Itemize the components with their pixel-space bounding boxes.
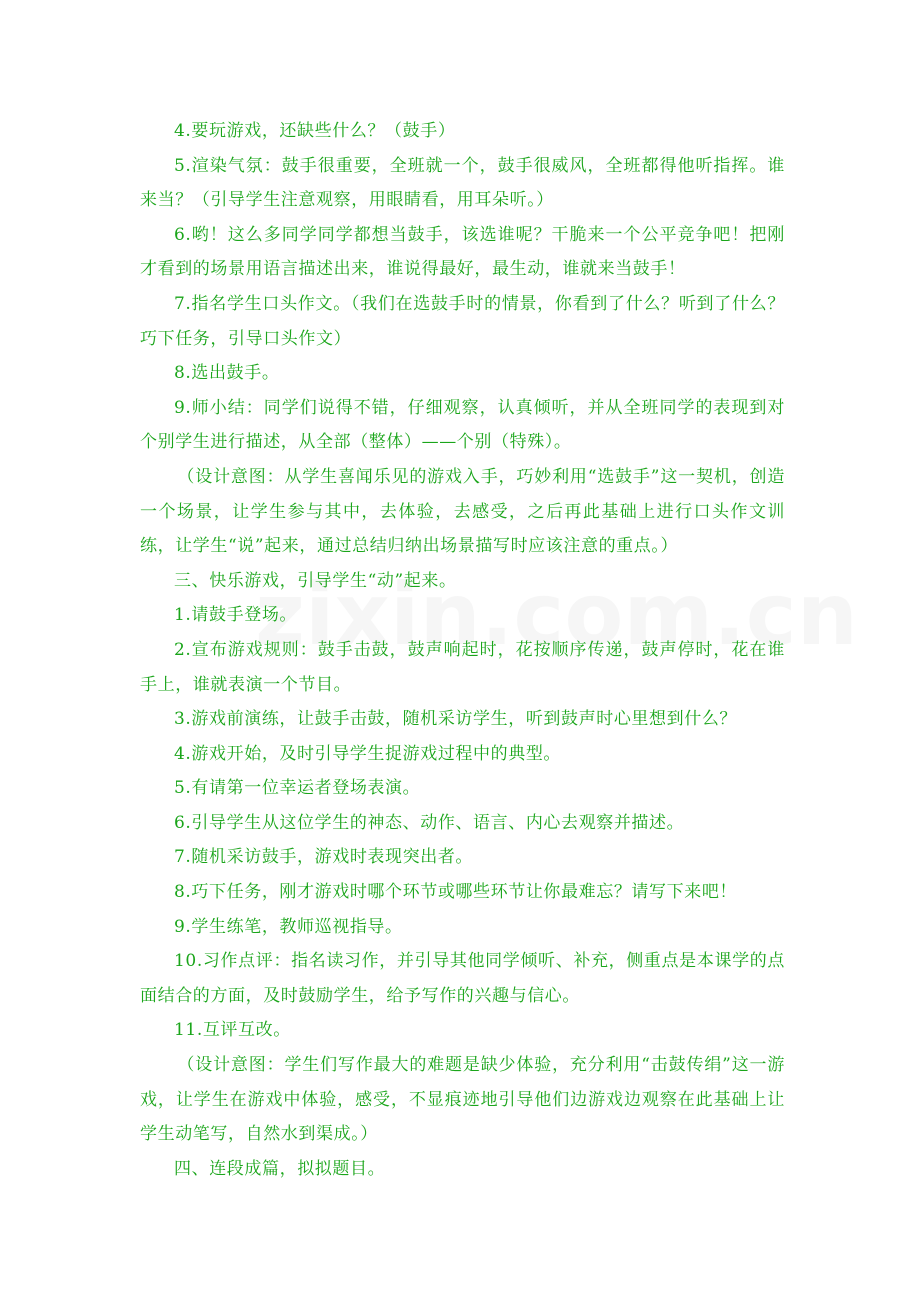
paragraph-step-4-drummer: 4.要玩游戏，还缺些什么？（鼓手） xyxy=(174,121,456,141)
paragraph-step-7-oral-composition: 7.指名学生口头作文。（我们在选鼓手时的情景，你看到了什么？听到了什么？巧下任务，引导口头作文） xyxy=(140,293,785,349)
paragraph-game-step-6: 6.引导学生从这位学生的神态、动作、语言、内心去观察并描述。 xyxy=(174,812,685,833)
paragraph-game-step-8: 8.巧下任务，刚才游戏时哪个环节或哪些环节让你最难忘？请写下来吧！ xyxy=(174,882,738,903)
paragraph-game-step-10: 10.习作点评：指名读习作，并引导其他同学倾听、补充，侧重点是本课学的点面结合的方面，及时鼓励学生，给予写作的兴趣与信心。 xyxy=(140,951,785,1006)
paragraph-game-step-5: 5.有请第一位幸运者登场表演。 xyxy=(174,778,421,799)
paragraph-design-intent-1: （设计意图：从学生喜闻乐见的游戏入手，巧妙利用“选鼓手”这一契机，创造一个场景，让学生参与其中，去体验，去感受，之后再此基础上进行口头作文训练，让学生“说”起来，通过总结归纳出场景描写时应该注意的重点。） xyxy=(140,466,785,557)
paragraph-step-6-competition: 6.哟！这么多同学同学都想当鼓手，该选谁呢？干脆来一个公平竞争吧！把刚才看到的场景用语言描述出来，谁说得最好，最生动，谁就来当鼓手！ xyxy=(140,224,785,280)
paragraph-step-9-summary: 9.师小结：同学们说得不错，仔细观察，认真倾听，并从全班同学的表现到对个别学生进行描述，从全部（整体）——个别（特殊）。 xyxy=(140,397,785,453)
section-heading-3: 三、快乐游戏，引导学生“动”起来。 xyxy=(174,570,457,591)
paragraph-step-8-select-drummer: 8.选出鼓手。 xyxy=(174,363,280,384)
paragraph-design-intent-2: （设计意图：学生们写作最大的难题是缺少体验，充分利用“击鼓传绢”这一游戏，让学生在游戏中体验，感受，不显痕迹地引导他们边游戏边观察在此基础上让学生动笔写，自然水到渠成。） xyxy=(140,1055,785,1145)
paragraph-game-step-7: 7.随机采访鼓手，游戏时表现突出者。 xyxy=(174,847,474,868)
paragraph-game-step-11: 11.互评互改。 xyxy=(174,1020,291,1041)
paragraph-step-5-atmosphere: 5.渲染气氛：鼓手很重要，全班就一个，鼓手很威风，全班都得他听指挥。谁来当？（引导学生注意观察，用眼睛看，用耳朵听。） xyxy=(140,155,785,211)
paragraph-game-step-3: 3.游戏前演练，让鼓手击鼓，随机采访学生，听到鼓声时心里想到什么？ xyxy=(174,709,738,730)
section-heading-4: 四、连段成篇，拟拟题目。 xyxy=(174,1158,386,1179)
paragraph-game-step-1: 1.请鼓手登场。 xyxy=(174,605,298,626)
paragraph-game-step-2: 2.宣布游戏规则：鼓手击鼓，鼓声响起时，花按顺序传递，鼓声停时，花在谁手上，谁就表演一个节目。 xyxy=(140,639,785,695)
document-body xyxy=(140,114,785,1186)
paragraph-game-step-4: 4.游戏开始，及时引导学生捉游戏过程中的典型。 xyxy=(174,743,562,764)
paragraph-game-step-9: 9.学生练笔，教师巡视指导。 xyxy=(174,916,403,937)
